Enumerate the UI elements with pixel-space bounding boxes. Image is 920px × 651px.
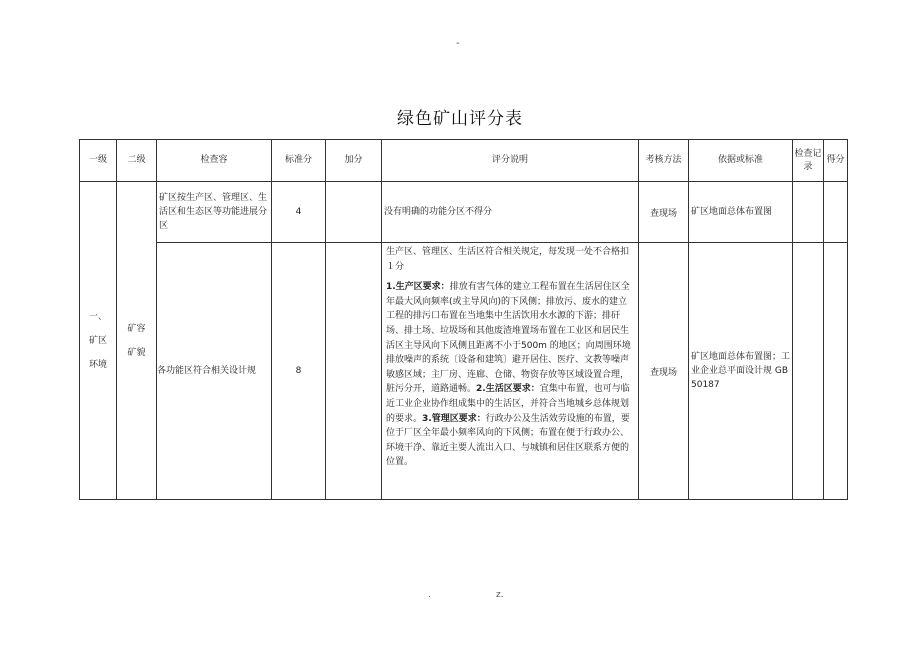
footer-mark: z. bbox=[496, 590, 504, 600]
score-table bbox=[79, 139, 848, 500]
level1-line: 一、 bbox=[88, 311, 107, 322]
col-header: 评分说明 bbox=[382, 140, 639, 182]
basis-cell: 矿区地面总体布置图；工业企业总平面设计规 GB 50187 bbox=[689, 243, 793, 500]
requirement-text: 宜集中布置，也可与临近工业企业协作组成集中的生活区，并符合当地城乡总体规划的要求。 bbox=[386, 384, 630, 424]
score-cell bbox=[824, 243, 848, 500]
col-header: 检查容 bbox=[157, 140, 272, 182]
col-header: 得分 bbox=[824, 140, 848, 182]
col-header: 依据或标准 bbox=[689, 140, 793, 182]
requirement-text: 行政办公及生活效劳设施的布置，要位于厂区全年最小频率风向的下风侧；布置在便于行政办公、环境干净、靠近主要人流出入口、与城镇和居住区联系方便的位置。 bbox=[386, 413, 630, 468]
col-header: 二级 bbox=[117, 140, 157, 182]
method-cell: 查现场 bbox=[639, 182, 689, 243]
col-header: 加分 bbox=[326, 140, 382, 182]
requirement-heading: 2.生活区要求： bbox=[476, 384, 540, 395]
description-body bbox=[386, 280, 634, 470]
requirement-heading: 3.管理区要求： bbox=[422, 413, 486, 424]
level2-line: 矿貌 bbox=[127, 347, 146, 358]
description-cell bbox=[382, 243, 639, 500]
col-header: 一级 bbox=[80, 140, 117, 182]
bonus-cell bbox=[326, 182, 382, 243]
description-cell: 没有明确的功能分区不得分 bbox=[382, 182, 639, 243]
record-cell bbox=[793, 182, 824, 243]
col-header: 标准分 bbox=[272, 140, 326, 182]
bonus-cell bbox=[326, 243, 382, 500]
table-row bbox=[80, 243, 848, 500]
table-row bbox=[80, 182, 848, 243]
col-header: 考核方法 bbox=[639, 140, 689, 182]
level2-cell bbox=[117, 182, 157, 500]
level2-line: 矿容 bbox=[127, 323, 146, 334]
page-title: 绿色矿山评分表 bbox=[397, 109, 523, 129]
score-cell bbox=[824, 182, 848, 243]
basis-cell: 矿区地面总体布置图 bbox=[689, 182, 793, 243]
content-cell: 各功能区符合相关设计规 bbox=[157, 243, 272, 500]
standard-score-cell: 4 bbox=[272, 182, 326, 243]
footer-mark: . bbox=[428, 590, 431, 600]
level1-cell bbox=[80, 182, 117, 500]
requirement-heading: 1.生产区要求： bbox=[386, 282, 450, 293]
col-header: 检查记录 bbox=[793, 140, 824, 182]
method-cell: 查现场 bbox=[639, 243, 689, 500]
description-intro: 生产区、管理区、生活区符合相关规定，每发现一处不合格扣１分 bbox=[386, 247, 630, 272]
level1-line: 环境 bbox=[88, 359, 107, 370]
table-header-row bbox=[80, 140, 848, 182]
record-cell bbox=[793, 243, 824, 500]
header-mark: - bbox=[456, 38, 460, 49]
level1-line: 矿区 bbox=[88, 335, 107, 346]
standard-score-cell: 8 bbox=[272, 243, 326, 500]
requirement-text: 排放有害气体的建立工程布置在生活居住区全年最大风向频率(或主导风向)的下风侧；排放污、废水的建立工程的排污口布置在当地集中生活饮用水水源的下游；排矸场、排土场、垃圾场和其他废渣堆置场布置在工业区和居民生活区主导风向下风侧且距离不小于500m 的地区；向周围环境排放噪声的系统〔设备和建筑〕避开居住、医疗、文教等噪声敏感区域；主厂房、连廊、仓储、物资存放等区域设置合理，脏污分开，道路通畅。 bbox=[386, 282, 631, 395]
content-cell: 矿区按生产区、管理区、生活区和生态区等功能进展分区 bbox=[157, 182, 272, 243]
